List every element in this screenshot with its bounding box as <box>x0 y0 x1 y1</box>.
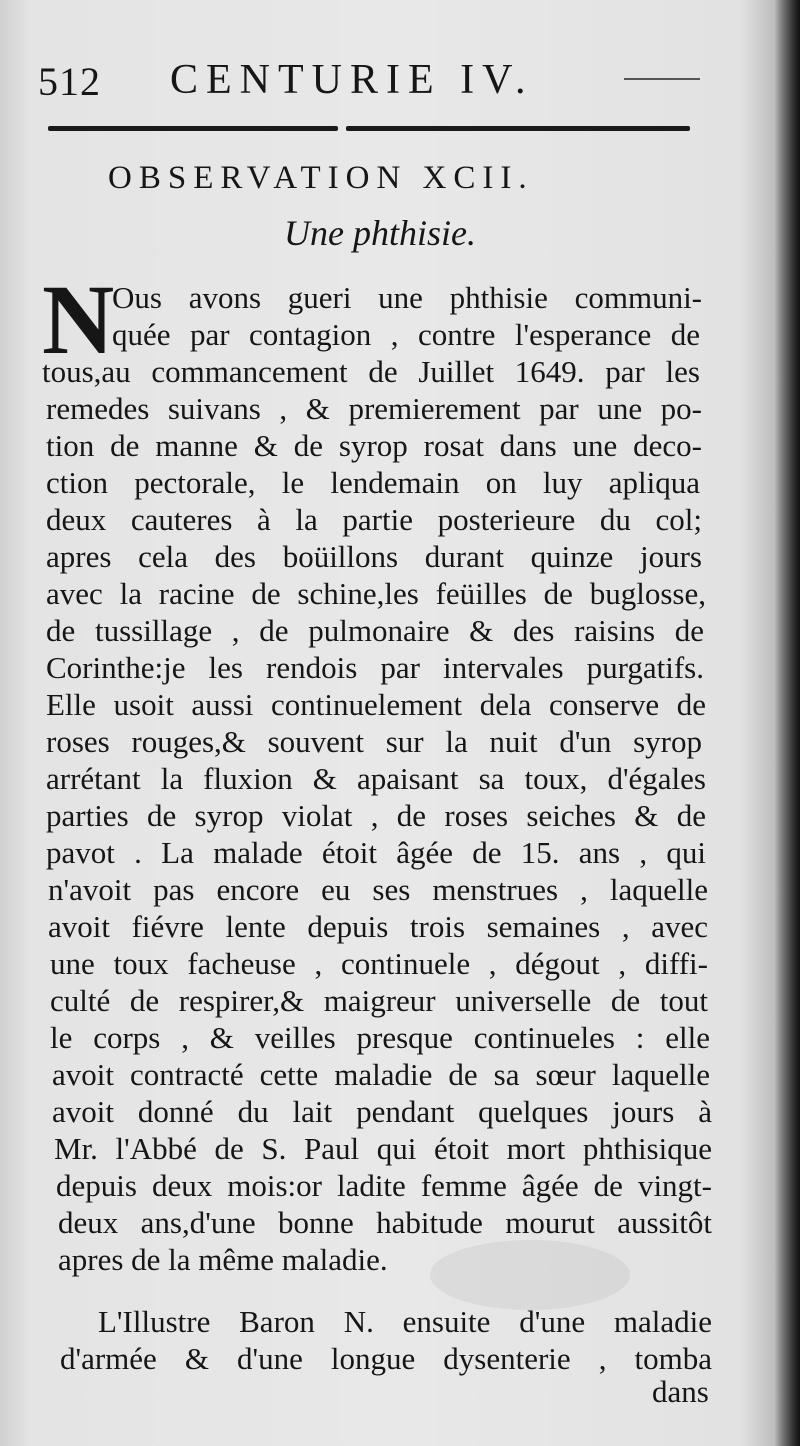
observation-heading: OBSERVATION XCII. <box>108 160 534 196</box>
text-line: Corinthe:je les rendois par intervales purgatifs. <box>46 650 704 685</box>
text-line: tion de manne & de syrop rosat dans une deco- <box>46 428 702 463</box>
catchword: dans <box>652 1374 709 1409</box>
text-line: n'avoit pas encore eu ses menstrues , laquelle <box>48 872 708 907</box>
text-line: d'armée & d'une longue dysenterie , tomba <box>60 1341 712 1376</box>
head-dash <box>624 78 700 80</box>
page-edge-shadow <box>774 0 800 1446</box>
header-rule <box>48 126 690 131</box>
text-line: tous,au commancement de Juillet 1649. par les <box>42 354 700 389</box>
running-title: CENTURIE IV. <box>170 57 534 103</box>
text-line: deux cauteres à la partie posterieure du col; <box>46 502 702 537</box>
text-line: roses rouges,& souvent sur la nuit d'un syrop <box>46 724 702 759</box>
observation-subtitle: Une phthisie. <box>284 213 476 253</box>
text-line: apres cela des boüillons durant quinze jours <box>46 539 702 574</box>
text-line: avoit fiévre lente depuis trois semaines , avec <box>48 909 708 944</box>
text-line: deux ans,d'une bonne habitude mourut aussitôt <box>58 1205 712 1240</box>
text-line: depuis deux mois:or ladite femme âgée de vingt- <box>56 1168 712 1203</box>
paper-stain <box>430 1240 630 1310</box>
text-line: culté de respirer,& maigreur universelle de tout <box>50 983 708 1018</box>
running-head <box>38 56 738 108</box>
header-rule-right <box>346 126 690 131</box>
text-line: pavot . La malade étoit âgée de 15. ans , qui <box>46 835 706 870</box>
text-line: apres de la même maladie. <box>58 1242 388 1277</box>
text-line: remedes suivans , & premierement par une po- <box>46 391 702 426</box>
text-line: une toux facheuse , continuele , dégout , diffi- <box>50 946 708 981</box>
text-line: le corps , & veilles presque continueles : elle <box>50 1020 710 1055</box>
text-line: ction pectorale, le lendemain on luy apliqua <box>46 465 700 500</box>
text-line: parties de syrop violat , de roses seiches & de <box>46 798 706 833</box>
text-line: Elle usoit aussi continuelement dela conserve de <box>46 687 706 722</box>
text-line: L'Illustre Baron N. ensuite d'une maladie <box>98 1304 712 1339</box>
text-line: arrétant la fluxion & apaisant sa toux, d'égales <box>46 761 706 796</box>
text-line: Mr. l'Abbé de S. Paul qui étoit mort phthisique <box>54 1131 712 1166</box>
text-line: quée par contagion , contre l'esperance de <box>112 317 700 352</box>
text-line: de tussillage , de pulmonaire & des raisins de <box>46 613 704 648</box>
text-line: avoit contracté cette maladie de sa sœur laquelle <box>52 1057 710 1092</box>
page-number: 512 <box>38 59 101 104</box>
header-rule-left <box>48 126 338 131</box>
text-line: Ous avons gueri une phthisie communi- <box>112 280 702 315</box>
drop-capital: N <box>42 264 115 375</box>
text-line: avec la racine de schine,les feüilles de buglosse, <box>46 576 706 611</box>
text-line: avoit donné du lait pendant quelques jours à <box>52 1094 712 1129</box>
